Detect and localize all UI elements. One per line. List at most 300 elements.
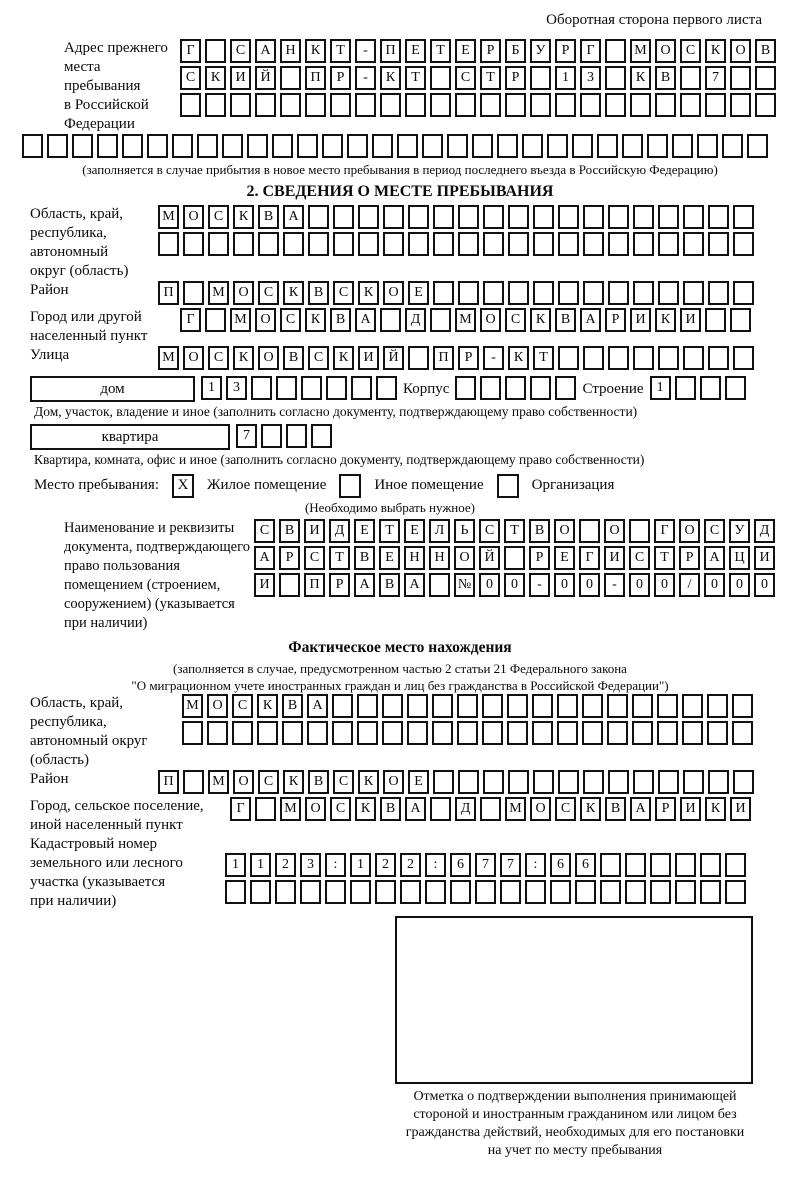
char-cell[interactable]: К <box>380 66 401 90</box>
char-cell[interactable]: У <box>729 519 750 543</box>
char-cell[interactable] <box>147 134 168 158</box>
char-cell[interactable]: К <box>705 797 726 821</box>
char-cell[interactable]: К <box>630 66 651 90</box>
char-cell[interactable] <box>433 205 454 229</box>
char-cell[interactable] <box>72 134 93 158</box>
char-cell[interactable]: С <box>479 519 500 543</box>
char-cell[interactable]: 7 <box>705 66 726 90</box>
char-cell[interactable] <box>480 797 501 821</box>
char-cell[interactable] <box>504 546 525 570</box>
char-cell[interactable] <box>222 134 243 158</box>
char-cell[interactable]: О <box>233 770 254 794</box>
char-cell[interactable] <box>572 134 593 158</box>
char-cell[interactable] <box>276 376 297 400</box>
char-cell[interactable] <box>557 721 578 745</box>
char-cell[interactable]: К <box>283 770 304 794</box>
char-cell[interactable] <box>708 232 729 256</box>
char-cell[interactable] <box>558 281 579 305</box>
char-cell[interactable]: И <box>254 573 275 597</box>
char-cell[interactable]: 0 <box>754 573 775 597</box>
char-cell[interactable] <box>208 232 229 256</box>
char-cell[interactable]: К <box>358 281 379 305</box>
char-cell[interactable]: С <box>330 797 351 821</box>
char-cell[interactable]: Р <box>505 66 526 90</box>
char-cell[interactable] <box>650 880 671 904</box>
char-cell[interactable]: Г <box>654 519 675 543</box>
char-cell[interactable]: Н <box>404 546 425 570</box>
checkbox-residential[interactable]: X <box>172 474 194 498</box>
char-cell[interactable] <box>632 721 653 745</box>
char-cell[interactable]: О <box>454 546 475 570</box>
char-cell[interactable]: 0 <box>654 573 675 597</box>
char-cell[interactable] <box>450 880 471 904</box>
char-cell[interactable]: О <box>233 281 254 305</box>
char-cell[interactable]: С <box>180 66 201 90</box>
char-cell[interactable] <box>97 134 118 158</box>
char-cell[interactable]: К <box>205 66 226 90</box>
char-cell[interactable] <box>582 694 603 718</box>
char-cell[interactable] <box>658 346 679 370</box>
char-cell[interactable] <box>733 346 754 370</box>
char-cell[interactable]: 0 <box>729 573 750 597</box>
char-cell[interactable]: И <box>230 66 251 90</box>
apartment-type-box[interactable]: квартира <box>30 424 230 450</box>
char-cell[interactable]: 1 <box>650 376 671 400</box>
char-cell[interactable]: 7 <box>236 424 257 448</box>
char-cell[interactable]: Р <box>529 546 550 570</box>
char-cell[interactable]: 0 <box>504 573 525 597</box>
char-cell[interactable]: В <box>308 770 329 794</box>
char-cell[interactable] <box>525 880 546 904</box>
char-cell[interactable]: 7 <box>475 853 496 877</box>
char-cell[interactable]: К <box>233 346 254 370</box>
char-cell[interactable]: С <box>333 770 354 794</box>
char-cell[interactable]: К <box>305 308 326 332</box>
char-cell[interactable]: - <box>483 346 504 370</box>
char-cell[interactable] <box>647 134 668 158</box>
char-cell[interactable] <box>247 134 268 158</box>
char-cell[interactable] <box>732 694 753 718</box>
char-cell[interactable] <box>308 205 329 229</box>
char-cell[interactable] <box>505 93 526 117</box>
char-cell[interactable] <box>532 721 553 745</box>
char-cell[interactable] <box>350 880 371 904</box>
char-cell[interactable]: Р <box>279 546 300 570</box>
char-cell[interactable] <box>675 853 696 877</box>
char-cell[interactable] <box>675 880 696 904</box>
char-cell[interactable] <box>605 66 626 90</box>
char-cell[interactable]: С <box>258 281 279 305</box>
char-cell[interactable]: А <box>704 546 725 570</box>
checkbox-other-premises[interactable] <box>339 474 361 498</box>
char-cell[interactable] <box>280 66 301 90</box>
char-cell[interactable]: В <box>555 308 576 332</box>
char-cell[interactable]: В <box>755 39 776 63</box>
char-cell[interactable] <box>533 281 554 305</box>
char-cell[interactable]: 3 <box>226 376 247 400</box>
char-cell[interactable] <box>700 880 721 904</box>
char-cell[interactable] <box>608 281 629 305</box>
char-cell[interactable]: П <box>380 39 401 63</box>
char-cell[interactable] <box>633 232 654 256</box>
char-cell[interactable] <box>607 721 628 745</box>
char-cell[interactable]: Т <box>329 546 350 570</box>
char-cell[interactable]: П <box>304 573 325 597</box>
char-cell[interactable]: Р <box>458 346 479 370</box>
char-cell[interactable]: О <box>255 308 276 332</box>
char-cell[interactable] <box>172 134 193 158</box>
char-cell[interactable] <box>307 721 328 745</box>
checkbox-organization[interactable] <box>497 474 519 498</box>
char-cell[interactable] <box>633 770 654 794</box>
char-cell[interactable] <box>733 770 754 794</box>
char-cell[interactable]: В <box>282 694 303 718</box>
char-cell[interactable] <box>272 134 293 158</box>
char-cell[interactable]: С <box>208 205 229 229</box>
char-cell[interactable] <box>658 770 679 794</box>
char-cell[interactable] <box>732 721 753 745</box>
char-cell[interactable]: М <box>208 281 229 305</box>
char-cell[interactable] <box>333 205 354 229</box>
char-cell[interactable]: С <box>254 519 275 543</box>
char-cell[interactable] <box>583 346 604 370</box>
char-cell[interactable] <box>430 308 451 332</box>
char-cell[interactable] <box>232 721 253 745</box>
char-cell[interactable]: М <box>505 797 526 821</box>
char-cell[interactable] <box>433 232 454 256</box>
char-cell[interactable] <box>730 308 751 332</box>
char-cell[interactable] <box>522 134 543 158</box>
char-cell[interactable]: К <box>233 205 254 229</box>
char-cell[interactable] <box>507 721 528 745</box>
char-cell[interactable]: Р <box>605 308 626 332</box>
char-cell[interactable]: А <box>630 797 651 821</box>
char-cell[interactable]: С <box>232 694 253 718</box>
char-cell[interactable] <box>482 694 503 718</box>
char-cell[interactable] <box>629 519 650 543</box>
char-cell[interactable] <box>505 376 526 400</box>
char-cell[interactable]: С <box>333 281 354 305</box>
char-cell[interactable] <box>682 694 703 718</box>
char-cell[interactable] <box>625 853 646 877</box>
char-cell[interactable]: С <box>308 346 329 370</box>
char-cell[interactable]: О <box>655 39 676 63</box>
char-cell[interactable] <box>205 93 226 117</box>
char-cell[interactable] <box>508 281 529 305</box>
char-cell[interactable] <box>458 770 479 794</box>
char-cell[interactable] <box>429 573 450 597</box>
char-cell[interactable] <box>680 66 701 90</box>
char-cell[interactable] <box>286 424 307 448</box>
char-cell[interactable]: 0 <box>579 573 600 597</box>
char-cell[interactable]: И <box>358 346 379 370</box>
char-cell[interactable] <box>357 694 378 718</box>
char-cell[interactable]: Г <box>180 308 201 332</box>
char-cell[interactable] <box>657 694 678 718</box>
char-cell[interactable] <box>730 66 751 90</box>
char-cell[interactable]: М <box>280 797 301 821</box>
char-cell[interactable] <box>508 205 529 229</box>
char-cell[interactable]: 0 <box>629 573 650 597</box>
char-cell[interactable] <box>608 205 629 229</box>
char-cell[interactable] <box>383 232 404 256</box>
char-cell[interactable] <box>472 134 493 158</box>
char-cell[interactable]: С <box>455 66 476 90</box>
char-cell[interactable]: : <box>325 853 346 877</box>
char-cell[interactable] <box>530 376 551 400</box>
char-cell[interactable]: В <box>283 346 304 370</box>
char-cell[interactable]: Е <box>405 39 426 63</box>
char-cell[interactable]: В <box>605 797 626 821</box>
char-cell[interactable] <box>683 281 704 305</box>
char-cell[interactable] <box>533 770 554 794</box>
char-cell[interactable]: - <box>355 39 376 63</box>
char-cell[interactable] <box>755 93 776 117</box>
char-cell[interactable] <box>325 880 346 904</box>
char-cell[interactable] <box>633 346 654 370</box>
char-cell[interactable] <box>380 308 401 332</box>
char-cell[interactable] <box>483 205 504 229</box>
char-cell[interactable]: Р <box>555 39 576 63</box>
char-cell[interactable] <box>582 721 603 745</box>
char-cell[interactable]: П <box>305 66 326 90</box>
char-cell[interactable] <box>533 205 554 229</box>
char-cell[interactable]: Т <box>379 519 400 543</box>
char-cell[interactable] <box>605 39 626 63</box>
char-cell[interactable] <box>297 134 318 158</box>
char-cell[interactable] <box>351 376 372 400</box>
char-cell[interactable]: 1 <box>250 853 271 877</box>
char-cell[interactable]: К <box>283 281 304 305</box>
char-cell[interactable]: И <box>630 308 651 332</box>
char-cell[interactable]: К <box>705 39 726 63</box>
char-cell[interactable] <box>258 232 279 256</box>
char-cell[interactable]: И <box>730 797 751 821</box>
char-cell[interactable]: Р <box>329 573 350 597</box>
char-cell[interactable]: Е <box>379 546 400 570</box>
char-cell[interactable] <box>255 93 276 117</box>
char-cell[interactable] <box>433 281 454 305</box>
char-cell[interactable] <box>183 281 204 305</box>
char-cell[interactable]: С <box>258 770 279 794</box>
char-cell[interactable] <box>708 281 729 305</box>
char-cell[interactable] <box>633 281 654 305</box>
char-cell[interactable]: В <box>655 66 676 90</box>
char-cell[interactable] <box>251 376 272 400</box>
char-cell[interactable] <box>583 770 604 794</box>
char-cell[interactable]: Р <box>655 797 676 821</box>
char-cell[interactable]: Е <box>404 519 425 543</box>
char-cell[interactable] <box>550 880 571 904</box>
char-cell[interactable] <box>382 694 403 718</box>
char-cell[interactable] <box>583 205 604 229</box>
char-cell[interactable]: 3 <box>580 66 601 90</box>
char-cell[interactable]: М <box>158 346 179 370</box>
char-cell[interactable]: О <box>480 308 501 332</box>
char-cell[interactable] <box>707 721 728 745</box>
char-cell[interactable]: Й <box>383 346 404 370</box>
char-cell[interactable]: Е <box>354 519 375 543</box>
char-cell[interactable] <box>705 308 726 332</box>
char-cell[interactable]: М <box>630 39 651 63</box>
char-cell[interactable] <box>358 232 379 256</box>
char-cell[interactable]: Н <box>429 546 450 570</box>
char-cell[interactable]: И <box>754 546 775 570</box>
char-cell[interactable] <box>630 93 651 117</box>
char-cell[interactable]: 6 <box>550 853 571 877</box>
char-cell[interactable]: Т <box>533 346 554 370</box>
char-cell[interactable] <box>332 721 353 745</box>
char-cell[interactable]: 1 <box>201 376 222 400</box>
char-cell[interactable]: Т <box>330 39 351 63</box>
char-cell[interactable]: Л <box>429 519 450 543</box>
char-cell[interactable]: В <box>279 519 300 543</box>
char-cell[interactable]: О <box>679 519 700 543</box>
char-cell[interactable]: 2 <box>375 853 396 877</box>
char-cell[interactable]: И <box>680 308 701 332</box>
char-cell[interactable]: : <box>425 853 446 877</box>
char-cell[interactable]: В <box>354 546 375 570</box>
char-cell[interactable] <box>457 694 478 718</box>
char-cell[interactable]: У <box>530 39 551 63</box>
char-cell[interactable] <box>725 376 746 400</box>
char-cell[interactable]: А <box>307 694 328 718</box>
char-cell[interactable]: Д <box>455 797 476 821</box>
char-cell[interactable] <box>283 232 304 256</box>
char-cell[interactable] <box>680 93 701 117</box>
char-cell[interactable] <box>275 880 296 904</box>
char-cell[interactable] <box>622 134 643 158</box>
char-cell[interactable] <box>608 770 629 794</box>
char-cell[interactable]: В <box>380 797 401 821</box>
char-cell[interactable] <box>583 281 604 305</box>
char-cell[interactable] <box>183 232 204 256</box>
char-cell[interactable] <box>205 39 226 63</box>
char-cell[interactable] <box>180 93 201 117</box>
char-cell[interactable]: П <box>158 281 179 305</box>
char-cell[interactable] <box>382 721 403 745</box>
char-cell[interactable]: Б <box>505 39 526 63</box>
char-cell[interactable]: Т <box>504 519 525 543</box>
char-cell[interactable]: Й <box>479 546 500 570</box>
char-cell[interactable] <box>455 376 476 400</box>
char-cell[interactable] <box>607 694 628 718</box>
char-cell[interactable] <box>326 376 347 400</box>
char-cell[interactable]: В <box>258 205 279 229</box>
char-cell[interactable]: С <box>280 308 301 332</box>
char-cell[interactable] <box>432 694 453 718</box>
char-cell[interactable] <box>380 93 401 117</box>
char-cell[interactable] <box>358 205 379 229</box>
char-cell[interactable] <box>257 721 278 745</box>
char-cell[interactable] <box>447 134 468 158</box>
char-cell[interactable] <box>207 721 228 745</box>
char-cell[interactable]: А <box>580 308 601 332</box>
char-cell[interactable]: 3 <box>300 853 321 877</box>
char-cell[interactable] <box>407 721 428 745</box>
char-cell[interactable] <box>457 721 478 745</box>
char-cell[interactable] <box>579 519 600 543</box>
char-cell[interactable] <box>497 134 518 158</box>
char-cell[interactable] <box>322 134 343 158</box>
char-cell[interactable]: Е <box>408 770 429 794</box>
char-cell[interactable]: А <box>354 573 375 597</box>
char-cell[interactable]: К <box>358 770 379 794</box>
char-cell[interactable]: Т <box>480 66 501 90</box>
char-cell[interactable]: К <box>580 797 601 821</box>
char-cell[interactable] <box>683 205 704 229</box>
char-cell[interactable] <box>733 232 754 256</box>
char-cell[interactable]: О <box>383 281 404 305</box>
char-cell[interactable]: Р <box>330 66 351 90</box>
char-cell[interactable] <box>475 880 496 904</box>
char-cell[interactable]: О <box>554 519 575 543</box>
char-cell[interactable] <box>480 376 501 400</box>
char-cell[interactable] <box>400 880 421 904</box>
char-cell[interactable] <box>558 205 579 229</box>
char-cell[interactable]: В <box>529 519 550 543</box>
char-cell[interactable]: 0 <box>704 573 725 597</box>
char-cell[interactable] <box>233 232 254 256</box>
char-cell[interactable] <box>733 205 754 229</box>
char-cell[interactable]: 2 <box>275 853 296 877</box>
char-cell[interactable] <box>357 721 378 745</box>
char-cell[interactable] <box>708 770 729 794</box>
char-cell[interactable] <box>376 376 397 400</box>
char-cell[interactable] <box>483 232 504 256</box>
char-cell[interactable] <box>332 694 353 718</box>
char-cell[interactable] <box>558 346 579 370</box>
char-cell[interactable] <box>250 880 271 904</box>
char-cell[interactable]: 2 <box>400 853 421 877</box>
char-cell[interactable]: В <box>308 281 329 305</box>
char-cell[interactable] <box>683 770 704 794</box>
char-cell[interactable]: А <box>405 797 426 821</box>
char-cell[interactable] <box>700 853 721 877</box>
char-cell[interactable]: А <box>255 39 276 63</box>
char-cell[interactable]: Т <box>405 66 426 90</box>
char-cell[interactable]: / <box>679 573 700 597</box>
char-cell[interactable] <box>583 232 604 256</box>
char-cell[interactable]: Р <box>679 546 700 570</box>
char-cell[interactable] <box>430 66 451 90</box>
char-cell[interactable]: 0 <box>479 573 500 597</box>
char-cell[interactable]: - <box>604 573 625 597</box>
char-cell[interactable] <box>725 880 746 904</box>
char-cell[interactable]: М <box>182 694 203 718</box>
char-cell[interactable] <box>282 721 303 745</box>
char-cell[interactable]: О <box>258 346 279 370</box>
char-cell[interactable]: Е <box>455 39 476 63</box>
char-cell[interactable] <box>408 346 429 370</box>
char-cell[interactable]: И <box>604 546 625 570</box>
char-cell[interactable] <box>483 281 504 305</box>
char-cell[interactable] <box>197 134 218 158</box>
char-cell[interactable]: М <box>230 308 251 332</box>
char-cell[interactable] <box>333 232 354 256</box>
char-cell[interactable] <box>383 205 404 229</box>
char-cell[interactable] <box>533 232 554 256</box>
char-cell[interactable] <box>483 770 504 794</box>
char-cell[interactable] <box>458 281 479 305</box>
char-cell[interactable]: К <box>305 39 326 63</box>
char-cell[interactable] <box>575 880 596 904</box>
char-cell[interactable]: - <box>355 66 376 90</box>
char-cell[interactable] <box>733 281 754 305</box>
char-cell[interactable] <box>300 880 321 904</box>
char-cell[interactable] <box>708 346 729 370</box>
char-cell[interactable]: Т <box>430 39 451 63</box>
